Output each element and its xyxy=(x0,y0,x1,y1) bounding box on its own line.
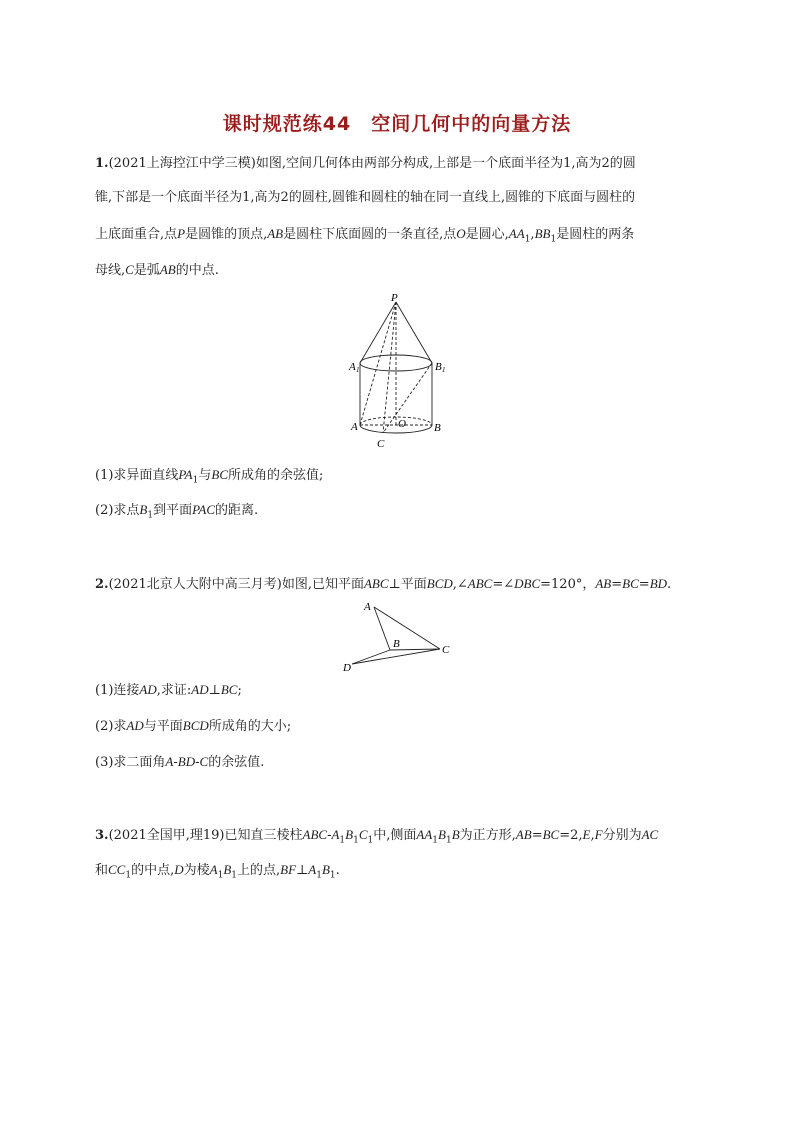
q2-part3: (3)求二面角A-BD-C的余弦值. xyxy=(95,754,265,770)
label-P: P xyxy=(391,292,398,304)
q2-text-d: =∠ xyxy=(492,577,515,592)
q1-line-3: 上底面重合,点P是圆锥的顶点,AB是圆柱下底面圆的一条直径,点O是圆心$,AA_1,BB_1$是圆柱的两条 xyxy=(95,226,635,245)
label-O: O xyxy=(398,418,406,430)
q2-part2-b: 与平面 xyxy=(143,719,183,734)
q1-intro-line3d: 是圆心, xyxy=(465,227,509,242)
label-B1-sub: 1 xyxy=(442,366,446,374)
q2-part1-b: ,求证: xyxy=(156,683,192,698)
q2-part1-a: (1)连接 xyxy=(95,683,140,698)
q3-line-1: 3.(2021全国甲,理19)已知直三棱柱ABC-$A_1B_1C_1$中,侧面$AA_1B_1B$为正方形,AB=BC=2,E,F分别为AC xyxy=(95,827,659,846)
label-B1: B xyxy=(435,361,442,373)
q1-intro-line3: 上底面重合,点 xyxy=(95,227,178,242)
q2-part3-a: (3)求二面角 xyxy=(95,755,166,770)
q1-part1-b: 与 xyxy=(198,468,212,483)
q1-intro-line1: 如图,空间几何体由两部分构成,上部是一个底面半径为1,高为2的圆 xyxy=(255,156,636,171)
q2-part2: (2)求AD与平面BCD所成角的大小; xyxy=(95,718,292,734)
label-A1-sub: 1 xyxy=(356,366,360,374)
q3-line2-d: 上的点, xyxy=(237,863,281,878)
q2-part2-a: (2)求 xyxy=(95,719,127,734)
q2-number: 2. xyxy=(95,577,109,592)
q1-intro-line4c: 的中点. xyxy=(175,263,219,278)
q1-part2-a: (2)求点 xyxy=(95,503,140,518)
label-C: C xyxy=(377,438,385,450)
q1-line-2 xyxy=(95,190,705,206)
q2-text-b: ⊥平面 xyxy=(388,577,427,592)
q2-line-1: 2.(2021北京人大附中高三月考)如图,已知平面ABC⊥平面BCD,∠ABC=∠DBC=120°，AB=BC=BD. xyxy=(95,576,672,592)
q3-text-b: 中,侧面 xyxy=(373,828,417,843)
q3-text-d: 分别为 xyxy=(602,828,642,843)
q1-intro-line4: 母线, xyxy=(95,263,126,278)
q2-text-c: ,∠ xyxy=(452,577,468,592)
q1-part1-a: (1)求异面直线 xyxy=(95,468,179,483)
q1-figure-cone-cylinder xyxy=(340,292,460,454)
q3-line-2: 和$CC_1$的中点,D为棱$A_1B_1$上的点$,BF\perp A_1B_1$. xyxy=(95,862,340,881)
q1-source: (2021上海控江中学三模) xyxy=(108,156,256,171)
q1-intro-line3b: 是圆锥的顶点, xyxy=(185,227,268,242)
q1-part2-c: 的距离. xyxy=(215,503,259,518)
label-B: B xyxy=(393,638,400,650)
q1-part2-b: 到平面 xyxy=(153,503,193,518)
q1-intro-line4b: 是弧 xyxy=(133,263,160,278)
q2-text-a: 如图,已知平面 xyxy=(281,577,364,592)
label-A: A xyxy=(351,421,358,433)
q1-part1: (1)求异面直线$PA_1$与BC所成角的余弦值; xyxy=(95,467,324,486)
q2-text-e: =120°， xyxy=(540,577,596,592)
page-title: 课时规范练44 空间几何中的向量方法 xyxy=(222,113,572,135)
q3-number: 3. xyxy=(95,828,109,843)
q1-number: 1. xyxy=(95,156,109,171)
label-D: D xyxy=(343,662,351,674)
label-A1: A xyxy=(349,361,356,373)
q2-figure-tetrahedron xyxy=(338,597,458,675)
label-B: B xyxy=(434,422,441,434)
q1-line-1 xyxy=(95,156,705,172)
q1-intro-line3e: 是圆柱的两条 xyxy=(556,227,635,242)
q1-part1-c: 所成角的余弦值; xyxy=(228,468,324,483)
q3-source: (2021全国甲,理19) xyxy=(108,828,225,843)
q2-part2-c: 所成角的大小; xyxy=(208,719,292,734)
q1-line-4: 母线,C是弧AB的中点. xyxy=(95,262,219,278)
q3-line2-c: 为棱 xyxy=(183,863,210,878)
q1-part2: (2)求点$B_1$到平面PAC的距离. xyxy=(95,502,259,521)
q3-text-c: 为正方形, xyxy=(459,828,516,843)
q2-part1: (1)连接AD,求证:AD⊥BC; xyxy=(95,682,242,698)
q1-intro-line3c: 是圆柱下底面圆的一条直径,点 xyxy=(283,227,457,242)
q1-intro-line2: 锥,下部是一个底面半径为1,高为2的圆柱,圆锥和圆柱的轴在同一直线上,圆锥的下底面与圆柱的 xyxy=(95,190,636,205)
label-A: A xyxy=(364,601,371,613)
q3-line2-a: 和 xyxy=(95,863,109,878)
q3-line2-b: 的中点, xyxy=(131,863,175,878)
q3-text-a: 已知直三棱柱 xyxy=(224,828,303,843)
q2-part3-b: 的余弦值. xyxy=(208,755,265,770)
label-C: C xyxy=(442,644,450,656)
q2-source: (2021北京人大附中高三月考) xyxy=(108,577,282,592)
